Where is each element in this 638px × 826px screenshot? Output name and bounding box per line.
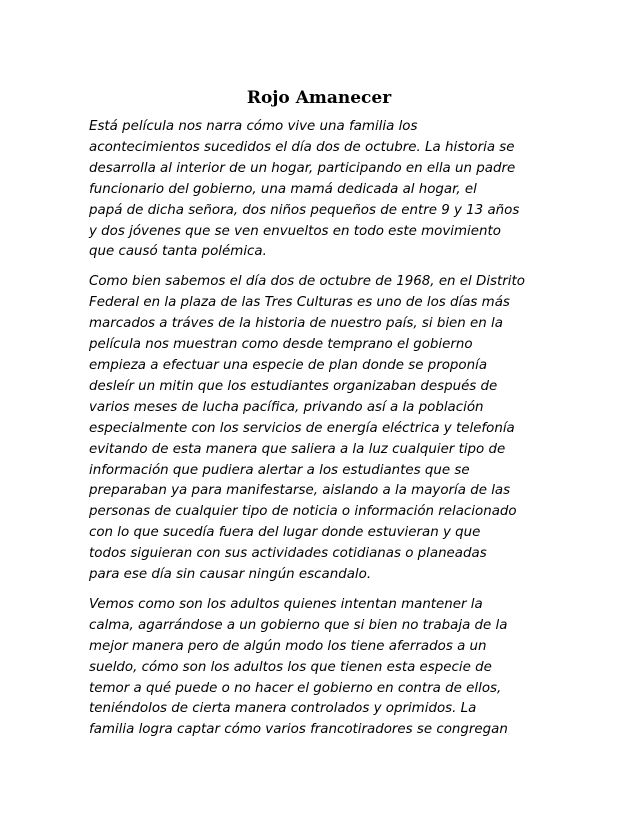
text-line: todos siguieran con sus actividades cotidianas o planeadas <box>89 546 487 562</box>
text-line: Vemos como son los adultos quienes intentan mantener la <box>89 596 483 612</box>
text-line: Está película nos narra cómo vive una familia los <box>89 119 418 134</box>
paragraph-1 <box>89 117 559 263</box>
text-line: temor a qué puede o no hacer el gobierno en contra de ellos, <box>89 680 502 696</box>
text-line: marcados a tráves de la historia de nuestro país, si bien en la <box>89 316 503 332</box>
text-line: película nos muestran como desde temprano el gobierno <box>89 337 473 353</box>
text-line: mejor manera pero de algún modo los tiene aferrados a un <box>89 638 487 654</box>
text-line: acontecimientos sucedidos el día dos de octubre. La historia se <box>89 139 515 155</box>
text-line: y dos jóvenes que se ven envueltos en todo este movimiento <box>89 223 501 239</box>
text-line: que causó tanta polémica. <box>89 244 267 260</box>
text-line: familia logra captar cómo varios francotiradores se congregan <box>89 722 508 738</box>
text-line: funcionario del gobierno, una mamá dedicada al hogar, el <box>89 181 477 197</box>
text-line: papá de dicha señora, dos niños pequeños de entre 9 y 13 años <box>89 202 520 218</box>
text-line: Como bien sabemos el día dos de octubre de 1968, en el Distrito <box>89 274 525 290</box>
document-title: Rojo Amanecer <box>246 88 392 108</box>
document-body <box>89 117 559 750</box>
text-line: desarrolla al interior de un hogar, participando en ella un padre <box>89 160 516 176</box>
text-line: calma, agarrándose a un gobierno que si bien no trabaja de la <box>89 617 508 633</box>
text-line: con lo que sucedía fuera del lugar donde estuvieran y que <box>89 525 481 541</box>
text-line: empieza a efectuar una especie de plan donde se proponía <box>89 357 488 373</box>
text-line: personas de cualquier tipo de noticia o información relacionado <box>89 504 517 520</box>
text-line: especialmente con los servicios de energía eléctrica y telefonía <box>89 420 515 436</box>
text-line: Federal en la plaza de las Tres Culturas es uno de los días más <box>89 295 510 311</box>
text-line: preparaban ya para manifestarse, aislando a la mayoría de las <box>89 483 511 499</box>
text-line: varios meses de lucha pacífica, privando así a la población <box>89 399 484 415</box>
text-line: desleír un mitin que los estudiantes organizaban después de <box>89 378 498 394</box>
text-line: sueldo, cómo son los adultos los que tienen esta especie de <box>89 659 492 675</box>
text-line: para ese día sin causar ningún escandalo. <box>89 567 372 583</box>
text-line: teniéndolos de cierta manera controlados y oprimidos. La <box>89 701 477 717</box>
paragraph-2 <box>89 272 559 586</box>
text-line: información que pudiera alertar a los estudiantes que se <box>89 462 470 478</box>
paragraph-3 <box>89 595 559 741</box>
text-line: evitando de esta manera que saliera a la luz cualquier tipo de <box>89 441 506 457</box>
